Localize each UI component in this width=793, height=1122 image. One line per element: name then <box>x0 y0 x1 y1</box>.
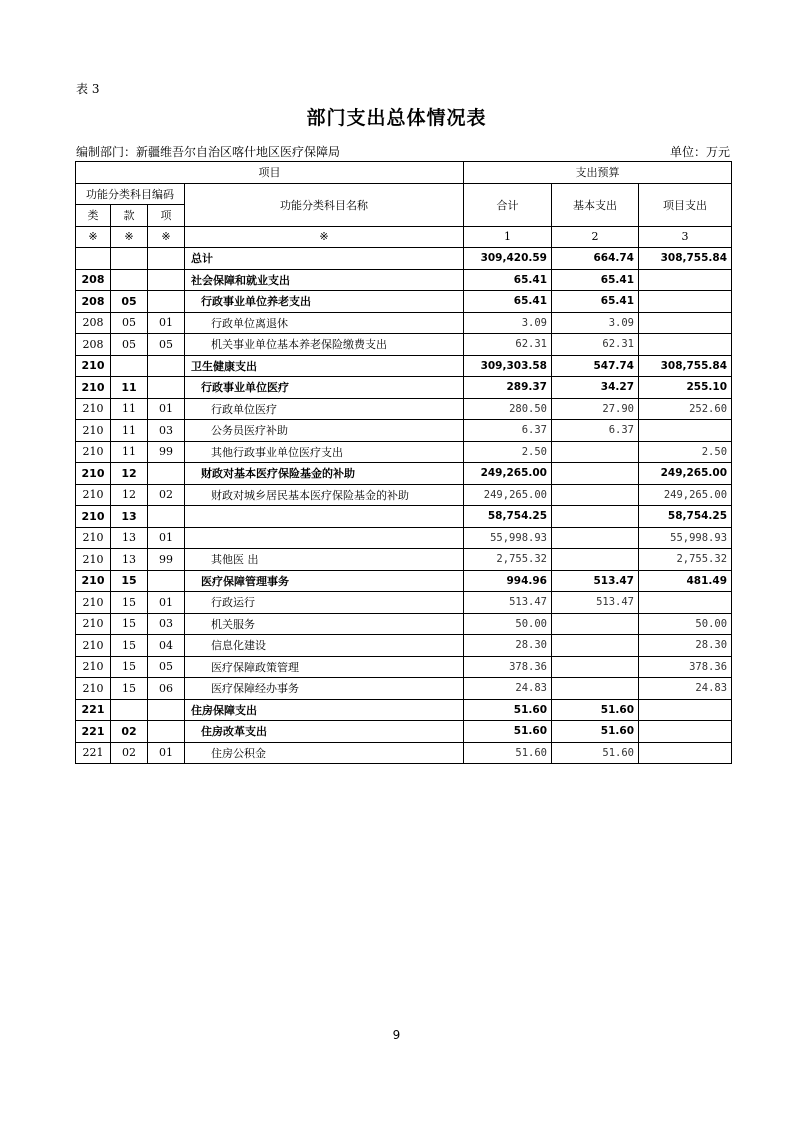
code-xiang-cell: 02 <box>148 484 185 506</box>
item-name-cell: 行政事业单位医疗 <box>185 377 464 399</box>
table-row <box>76 420 732 442</box>
table-row <box>76 656 732 678</box>
total-amount-cell: 2.50 <box>464 441 552 463</box>
code-kuan-cell <box>111 699 148 721</box>
code-xiang-cell: 05 <box>148 656 185 678</box>
code-kuan-cell: 02 <box>111 742 148 764</box>
code-xiang-cell: 01 <box>148 527 185 549</box>
table-row <box>76 699 732 721</box>
code-xiang-cell <box>148 699 185 721</box>
project-amount-cell: 2,755.32 <box>639 549 732 571</box>
code-lei-cell: 210 <box>76 463 111 485</box>
project-amount-cell <box>639 291 732 313</box>
code-lei-cell: 210 <box>76 420 111 442</box>
col-index-1: 1 <box>464 226 552 248</box>
code-lei-cell: 210 <box>76 377 111 399</box>
basic-amount-cell: 34.27 <box>552 377 639 399</box>
code-lei-cell: 210 <box>76 441 111 463</box>
total-amount-cell: 2,755.32 <box>464 549 552 571</box>
col-index-3: 3 <box>639 226 732 248</box>
item-name-cell <box>185 506 464 528</box>
table-row <box>76 398 732 420</box>
header-xiang: 项 <box>148 205 185 227</box>
code-lei-cell: 210 <box>76 570 111 592</box>
header-basic: 基本支出 <box>552 183 639 226</box>
code-kuan-cell: 15 <box>111 635 148 657</box>
item-name-cell: 财政对基本医疗保险基金的补助 <box>185 463 464 485</box>
item-name-cell: 信息化建设 <box>185 635 464 657</box>
code-xiang-cell <box>148 355 185 377</box>
basic-amount-cell <box>552 635 639 657</box>
table-row <box>76 484 732 506</box>
code-kuan-cell: 15 <box>111 678 148 700</box>
basic-amount-cell <box>552 463 639 485</box>
total-amount-cell: 3.09 <box>464 312 552 334</box>
total-amount-cell: 249,265.00 <box>464 463 552 485</box>
table-row <box>76 334 732 356</box>
item-name-cell: 行政单位医疗 <box>185 398 464 420</box>
code-lei-cell: 208 <box>76 312 111 334</box>
code-kuan-cell: 11 <box>111 441 148 463</box>
header-kuan: 款 <box>111 205 148 227</box>
project-amount-cell <box>639 312 732 334</box>
code-xiang-cell <box>148 248 185 270</box>
total-amount-cell: 24.83 <box>464 678 552 700</box>
code-lei-cell: 210 <box>76 355 111 377</box>
code-kuan-cell: 02 <box>111 721 148 743</box>
basic-amount-cell: 65.41 <box>552 291 639 313</box>
total-amount-cell: 378.36 <box>464 656 552 678</box>
total-amount-cell: 51.60 <box>464 699 552 721</box>
table-row <box>76 635 732 657</box>
header-lei: 类 <box>76 205 111 227</box>
code-kuan-cell: 11 <box>111 420 148 442</box>
total-amount-cell: 51.60 <box>464 721 552 743</box>
basic-amount-cell: 513.47 <box>552 592 639 614</box>
code-kuan-cell: 15 <box>111 656 148 678</box>
item-name-cell: 总计 <box>185 248 464 270</box>
item-name-cell <box>185 527 464 549</box>
item-name-cell: 机关服务 <box>185 613 464 635</box>
mark-kuan: ※ <box>111 226 148 248</box>
table-row <box>76 291 732 313</box>
code-xiang-cell <box>148 506 185 528</box>
project-amount-cell <box>639 742 732 764</box>
table-row <box>76 506 732 528</box>
table-row <box>76 463 732 485</box>
total-amount-cell: 6.37 <box>464 420 552 442</box>
total-amount-cell: 309,303.58 <box>464 355 552 377</box>
table-row <box>76 269 732 291</box>
code-lei-cell: 210 <box>76 549 111 571</box>
project-amount-cell: 378.36 <box>639 656 732 678</box>
code-xiang-cell: 99 <box>148 549 185 571</box>
table-row <box>76 721 732 743</box>
code-xiang-cell <box>148 291 185 313</box>
table-row <box>76 377 732 399</box>
mark-name: ※ <box>185 226 464 248</box>
total-amount-cell: 28.30 <box>464 635 552 657</box>
project-amount-cell: 28.30 <box>639 635 732 657</box>
code-lei-cell: 208 <box>76 269 111 291</box>
project-amount-cell: 2.50 <box>639 441 732 463</box>
item-name-cell: 住房保障支出 <box>185 699 464 721</box>
col-index-2: 2 <box>552 226 639 248</box>
basic-amount-cell: 65.41 <box>552 269 639 291</box>
project-amount-cell: 252.60 <box>639 398 732 420</box>
header-row-4 <box>76 226 732 248</box>
basic-amount-cell: 51.60 <box>552 699 639 721</box>
code-lei-cell: 208 <box>76 291 111 313</box>
code-lei-cell <box>76 248 111 270</box>
item-name-cell: 其他行政事业单位医疗支出 <box>185 441 464 463</box>
table-row <box>76 355 732 377</box>
code-xiang-cell: 03 <box>148 613 185 635</box>
item-name-cell: 行政运行 <box>185 592 464 614</box>
code-kuan-cell: 12 <box>111 484 148 506</box>
total-amount-cell: 513.47 <box>464 592 552 614</box>
code-lei-cell: 210 <box>76 592 111 614</box>
basic-amount-cell <box>552 613 639 635</box>
header-row-2 <box>76 183 732 205</box>
organization-label: 编制部门：新疆维吾尔自治区喀什地区医疗保障局 <box>76 145 341 159</box>
project-amount-cell: 249,265.00 <box>639 484 732 506</box>
project-amount-cell: 55,998.93 <box>639 527 732 549</box>
code-kuan-cell: 15 <box>111 570 148 592</box>
code-xiang-cell <box>148 269 185 291</box>
code-lei-cell: 221 <box>76 742 111 764</box>
code-lei-cell: 210 <box>76 484 111 506</box>
item-name-cell: 公务员医疗补助 <box>185 420 464 442</box>
code-xiang-cell: 04 <box>148 635 185 657</box>
code-xiang-cell <box>148 570 185 592</box>
code-xiang-cell: 05 <box>148 334 185 356</box>
header-name: 功能分类科目名称 <box>185 183 464 226</box>
header-code-group: 功能分类科目编码 <box>76 183 185 205</box>
basic-amount-cell: 513.47 <box>552 570 639 592</box>
code-kuan-cell: 12 <box>111 463 148 485</box>
table-row <box>76 613 732 635</box>
project-amount-cell <box>639 420 732 442</box>
code-lei-cell: 210 <box>76 398 111 420</box>
header-row-1 <box>76 162 732 184</box>
project-amount-cell <box>639 269 732 291</box>
project-amount-cell <box>639 699 732 721</box>
code-xiang-cell: 01 <box>148 592 185 614</box>
table-row <box>76 570 732 592</box>
basic-amount-cell: 547.74 <box>552 355 639 377</box>
table-number-label: 表 3 <box>76 82 100 96</box>
table-row <box>76 441 732 463</box>
table-row <box>76 742 732 764</box>
code-kuan-cell: 05 <box>111 334 148 356</box>
page-number: 9 <box>392 1028 401 1042</box>
code-xiang-cell: 03 <box>148 420 185 442</box>
header-project: 项目支出 <box>639 183 732 226</box>
table-row <box>76 678 732 700</box>
item-name-cell: 医疗保障政策管理 <box>185 656 464 678</box>
basic-amount-cell: 51.60 <box>552 742 639 764</box>
header-item: 项目 <box>76 162 464 184</box>
basic-amount-cell: 3.09 <box>552 312 639 334</box>
project-amount-cell: 255.10 <box>639 377 732 399</box>
code-kuan-cell: 13 <box>111 527 148 549</box>
total-amount-cell: 309,420.59 <box>464 248 552 270</box>
code-lei-cell: 210 <box>76 613 111 635</box>
total-amount-cell: 51.60 <box>464 742 552 764</box>
item-name-cell: 住房公积金 <box>185 742 464 764</box>
code-kuan-cell: 11 <box>111 398 148 420</box>
table-row <box>76 592 732 614</box>
code-kuan-cell <box>111 269 148 291</box>
code-xiang-cell <box>148 721 185 743</box>
code-xiang-cell: 01 <box>148 742 185 764</box>
item-name-cell: 医疗保障管理事务 <box>185 570 464 592</box>
code-xiang-cell: 06 <box>148 678 185 700</box>
code-lei-cell: 208 <box>76 334 111 356</box>
item-name-cell: 医疗保障经办事务 <box>185 678 464 700</box>
project-amount-cell <box>639 721 732 743</box>
code-lei-cell: 210 <box>76 635 111 657</box>
basic-amount-cell: 664.74 <box>552 248 639 270</box>
code-kuan-cell: 15 <box>111 613 148 635</box>
total-amount-cell: 50.00 <box>464 613 552 635</box>
code-xiang-cell: 01 <box>148 398 185 420</box>
code-kuan-cell: 15 <box>111 592 148 614</box>
code-kuan-cell: 11 <box>111 377 148 399</box>
total-amount-cell: 65.41 <box>464 291 552 313</box>
code-kuan-cell: 05 <box>111 291 148 313</box>
mark-lei: ※ <box>76 226 111 248</box>
project-amount-cell: 249,265.00 <box>639 463 732 485</box>
code-lei-cell: 210 <box>76 656 111 678</box>
mark-xiang: ※ <box>148 226 185 248</box>
header-total: 合计 <box>464 183 552 226</box>
basic-amount-cell: 51.60 <box>552 721 639 743</box>
basic-amount-cell: 62.31 <box>552 334 639 356</box>
item-name-cell: 财政对城乡居民基本医疗保险基金的补助 <box>185 484 464 506</box>
project-amount-cell <box>639 334 732 356</box>
basic-amount-cell <box>552 506 639 528</box>
code-xiang-cell <box>148 463 185 485</box>
total-amount-cell: 249,265.00 <box>464 484 552 506</box>
basic-amount-cell: 27.90 <box>552 398 639 420</box>
item-name-cell: 住房改革支出 <box>185 721 464 743</box>
total-amount-cell: 994.96 <box>464 570 552 592</box>
total-amount-cell: 62.31 <box>464 334 552 356</box>
basic-amount-cell <box>552 656 639 678</box>
total-amount-cell: 55,998.93 <box>464 527 552 549</box>
total-amount-cell: 58,754.25 <box>464 506 552 528</box>
code-lei-cell: 221 <box>76 721 111 743</box>
basic-amount-cell: 6.37 <box>552 420 639 442</box>
code-lei-cell: 210 <box>76 678 111 700</box>
code-lei-cell: 210 <box>76 506 111 528</box>
code-xiang-cell <box>148 377 185 399</box>
basic-amount-cell <box>552 441 639 463</box>
basic-amount-cell <box>552 549 639 571</box>
table-row <box>76 312 732 334</box>
table-row <box>76 248 732 270</box>
unit-label: 单位：万元 <box>669 145 730 159</box>
project-amount-cell: 50.00 <box>639 613 732 635</box>
total-amount-cell: 65.41 <box>464 269 552 291</box>
code-lei-cell: 210 <box>76 527 111 549</box>
item-name-cell: 行政单位离退休 <box>185 312 464 334</box>
code-kuan-cell <box>111 355 148 377</box>
table-row <box>76 549 732 571</box>
code-kuan-cell: 13 <box>111 549 148 571</box>
project-amount-cell: 481.49 <box>639 570 732 592</box>
project-amount-cell: 308,755.84 <box>639 248 732 270</box>
total-amount-cell: 280.50 <box>464 398 552 420</box>
code-kuan-cell: 13 <box>111 506 148 528</box>
code-xiang-cell: 01 <box>148 312 185 334</box>
item-name-cell: 卫生健康支出 <box>185 355 464 377</box>
item-name-cell: 行政事业单位养老支出 <box>185 291 464 313</box>
project-amount-cell: 24.83 <box>639 678 732 700</box>
basic-amount-cell <box>552 484 639 506</box>
table-row <box>76 527 732 549</box>
project-amount-cell: 58,754.25 <box>639 506 732 528</box>
header-budget: 支出预算 <box>464 162 732 184</box>
code-lei-cell: 221 <box>76 699 111 721</box>
basic-amount-cell <box>552 678 639 700</box>
project-amount-cell <box>639 592 732 614</box>
basic-amount-cell <box>552 527 639 549</box>
item-name-cell: 其他医 出 <box>185 549 464 571</box>
code-xiang-cell: 99 <box>148 441 185 463</box>
total-amount-cell: 289.37 <box>464 377 552 399</box>
code-kuan-cell <box>111 248 148 270</box>
page-title: 部门支出总体情况表 <box>306 107 487 129</box>
code-kuan-cell: 05 <box>111 312 148 334</box>
project-amount-cell: 308,755.84 <box>639 355 732 377</box>
expenditure-table <box>75 161 732 764</box>
item-name-cell: 社会保障和就业支出 <box>185 269 464 291</box>
item-name-cell: 机关事业单位基本养老保险缴费支出 <box>185 334 464 356</box>
